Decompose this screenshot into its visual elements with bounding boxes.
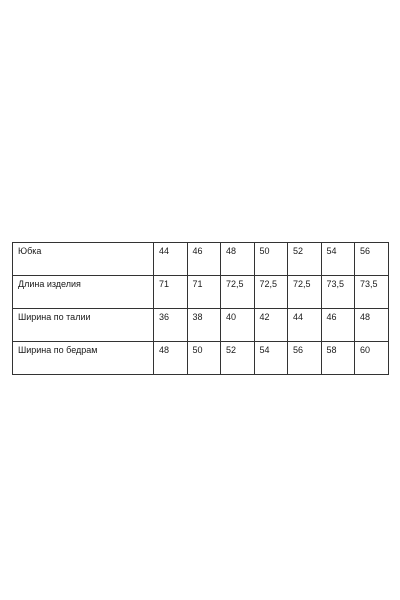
measure-cell: 58 [321, 342, 355, 375]
measure-cell: 46 [321, 309, 355, 342]
measure-cell: 56 [288, 342, 322, 375]
row-label-hips: Ширина по бедрам [13, 342, 154, 375]
row-label-skirt: Юбка [13, 243, 154, 276]
row-label-length: Длина изделия [13, 276, 154, 309]
measure-cell: 60 [355, 342, 389, 375]
measure-cell: 50 [187, 342, 221, 375]
size-cell: 50 [254, 243, 288, 276]
size-cell: 56 [355, 243, 389, 276]
measure-cell: 44 [288, 309, 322, 342]
measure-cell: 38 [187, 309, 221, 342]
measure-cell: 48 [355, 309, 389, 342]
measure-cell: 71 [154, 276, 188, 309]
measure-cell: 40 [221, 309, 255, 342]
size-cell: 46 [187, 243, 221, 276]
size-cell: 44 [154, 243, 188, 276]
row-label-waist: Ширина по талии [13, 309, 154, 342]
measure-cell: 52 [221, 342, 255, 375]
measure-cell: 36 [154, 309, 188, 342]
size-chart-table [12, 242, 389, 375]
measure-cell: 72,5 [288, 276, 322, 309]
table-row [13, 243, 389, 276]
size-cell: 48 [221, 243, 255, 276]
measure-cell: 73,5 [321, 276, 355, 309]
table-row [13, 342, 389, 375]
table-row [13, 309, 389, 342]
measure-cell: 48 [154, 342, 188, 375]
measure-cell: 73,5 [355, 276, 389, 309]
measure-cell: 72,5 [221, 276, 255, 309]
measure-cell: 54 [254, 342, 288, 375]
measure-cell: 72,5 [254, 276, 288, 309]
measure-cell: 71 [187, 276, 221, 309]
size-cell: 54 [321, 243, 355, 276]
size-cell: 52 [288, 243, 322, 276]
table-row [13, 276, 389, 309]
measure-cell: 42 [254, 309, 288, 342]
